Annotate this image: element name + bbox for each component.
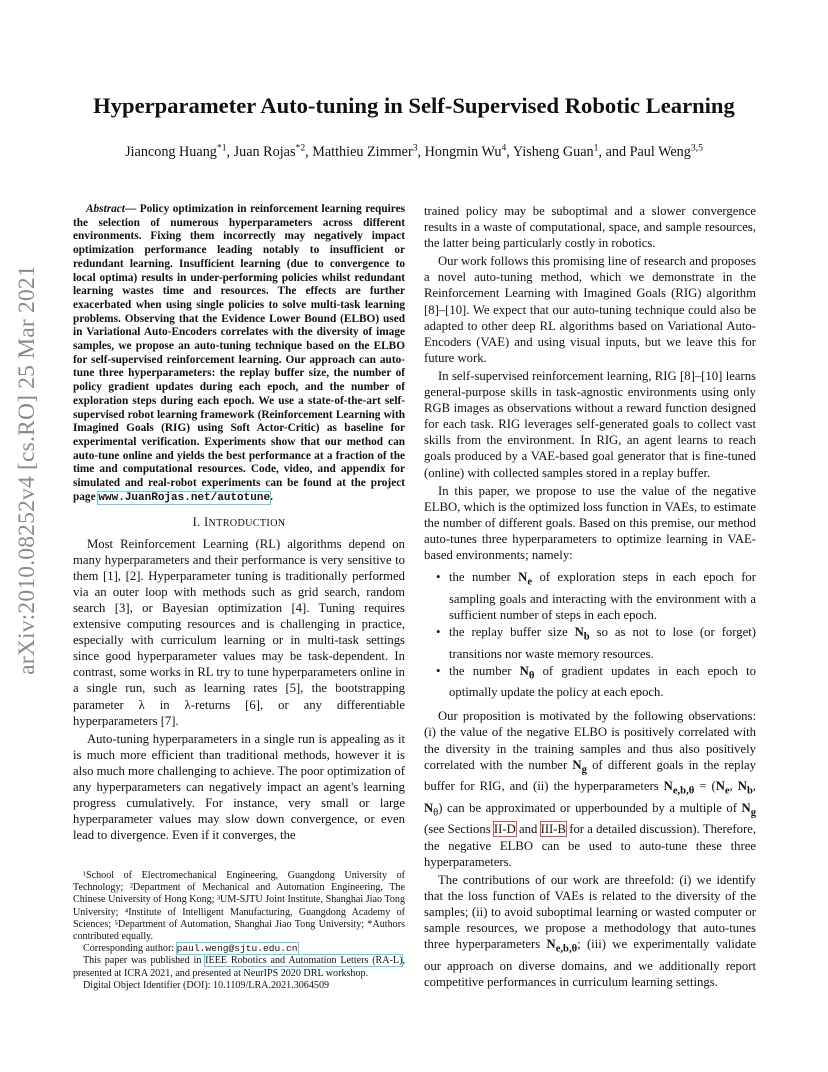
math-symbol: N [737, 779, 747, 794]
math-symbol: N [424, 800, 434, 815]
math-subscript: e [527, 576, 533, 588]
footnotes [73, 870, 405, 992]
published-after: , presented at ICRA 2021, and presented at NeurIPS 2020 DRL workshop. [73, 955, 405, 979]
corresponding-email-link[interactable]: paul.weng@sjtu.edu.cn [176, 943, 298, 955]
proposition-paragraph: Our proposition is motivated by the following observations: (i) the value of the negative ELBO is positively correlated with the diversity in the training samples and thus also positively correlated with the number $N_g$ of different goals in the replay buffer for RIG, and (ii) the hyperparameters $N_{e,b,\theta} = (N_e$, $N_b$, $N_\theta$) can be approximated or upperbounded by a multiple of $N_g$ (see Sections II-D and III-B for a detailed discussion). Therefore, the negative ELBO can be used to auto-tune these three hyperparameters. [424, 709, 757, 869]
abstract-label: Abstract [86, 203, 125, 215]
author-name: Yisheng Guan [512, 144, 594, 160]
math-symbol: N [572, 757, 582, 772]
section-numeral: I. [192, 515, 205, 530]
math-subscript: e [724, 785, 730, 797]
math-subscript: e,b,θ [555, 943, 578, 955]
intro-paragraph-1: Most Reinforcement Learning (RL) algorithms depend on many hyperparameters and their performance is very sensitive to them [1], [2]. Hyperparameter tuning is traditionally performed via an outer loop with methods such as grid search, random search [3], or Bayesian optimization [4]. Tuning requires extensive computing resources and is challenging in practice, especially with curriculum learning or in multi-task settings since good hyperparameter values may be task-dependent. In contrast, some works in RL try to tune hyperparameters online in a single run, such as learning rates [5], the bootstrapping parameter λ in λ-returns [6], or any differentiable hyperparameters [7]. [73, 536, 405, 728]
section-heading-introduction [73, 514, 405, 532]
author-name: Jiancong Huang [125, 144, 217, 160]
math-symbol: N [519, 663, 529, 678]
math-symbol: N [546, 937, 556, 952]
section-ref-link[interactable]: III-B [540, 822, 566, 837]
author-list: Jiancong Huang$^{*1}$, Juan Rojas$^{*2}$, Matthieu Zimmer$^3$, Hongmin Wu$^4$, Yisheng Guan$^1$, and Paul Weng$^{3,5}$ [125, 142, 703, 160]
bullet-pre: the replay buffer size [449, 624, 575, 639]
left-column [73, 203, 405, 845]
project-page-link[interactable]: www.JuanRojas.net/autotune [98, 491, 271, 504]
math-subscript: b [746, 785, 753, 797]
author-affiliation-mark: 3 [412, 142, 418, 154]
author-affiliation-mark: 4 [501, 142, 507, 154]
author-name: Matthieu Zimmer [312, 144, 413, 160]
arxiv-identifier: arXiv:2010.08252v4 [cs.RO] 25 Mar 2021 [14, 265, 40, 675]
journal-link[interactable]: IEEE Robotics and Automation Letters (RA-L) [205, 955, 403, 967]
bullet-post: of gradient updates in each epoch to optimally update the policy at each epoch. [449, 663, 756, 700]
list-item [436, 624, 757, 662]
prop-equals: = ( [694, 779, 716, 794]
list-item [436, 569, 756, 623]
doi-footnote: Digital Object Identifier (DOI): 10.1109/LRA.2021.3064509 [83, 979, 330, 991]
right-paragraph-1: Our work follows this promising line of research and proposes a novel auto-tuning method, which we demonstrate in the Reinforcement Learning with Imagined Goals (RIG) algorithm [8]–[10]. We expect that our auto-tuning technique could also be adapted to other deep RL algorithms based on Variational Auto-Encoders (VAE) and using visual inputs, but we leave this for future work. [424, 254, 756, 365]
corresponding-label: Corresponding author: [83, 943, 177, 955]
right-paragraph-2: In self-supervised reinforcement learning, RIG [8]–[10] learns general-purpose skills in task-agnostic environments using only RGB images as observations without a reward function designed for each task. RIG leverages self-generated goals to collect vast skills from the environment. In RIG, an agent learns to reach goals produced by a VAE-based goal generator that is fine-tuned (online) with collected samples stored in a replay buffer. [424, 368, 756, 480]
right-column [424, 203, 756, 992]
math-subscript: θ [433, 807, 439, 819]
section-initial: I [204, 515, 209, 530]
list-item [436, 663, 756, 701]
abstract-end: . [270, 490, 273, 503]
prop-text-4: (see Sections [424, 822, 494, 837]
intro-paragraph-2: Auto-tuning hyperparameters in a single run is appealing as it is much more efficient than traditional methods, however it is also much more challenging to achieve. The poor optimization of any hyperparameters can negatively impact an agent's learning progress cumulatively. For instance, very small or large hyperparameter values may slow down convergence, or even lead to divergence. Even if it converges, the [73, 731, 405, 843]
bullet-icon: • [436, 624, 441, 639]
bullet-pre: the number [449, 663, 520, 678]
math-symbol: N [715, 779, 725, 794]
paper-title: Hyperparameter Auto-tuning in Self-Supervised Robotic Learning [93, 93, 735, 118]
author-affiliation-mark: 3,5 [690, 142, 703, 154]
author-affiliation-mark: *2 [295, 142, 306, 154]
math-subscript: g [581, 764, 587, 776]
abstract-text: — Policy optimization in reinforcement learning requires the selection of numerous hyperparameters across different environments. Fixing them incorrectly may negatively impact optimization performance leading notably to insufficient or redundant learning. Insufficient learning (due to convergence to local optima) results in under-performing policies whilst redundant learning wastes time and resources. The effects are further exacerbated when using single policies to solve multi-task learning problems. Observing that the Evidence Lower Bound (ELBO) used in Variational Auto-Encoders correlates with the diversity of image samples, we propose an auto-tuning technique based on the ELBO for self-supervised reinforcement learning. Our approach can auto-tune three hyperparameters: the replay buffer size, the number of policy gradient updates during each epoch, and the number of exploration steps during each epoch. We use a state-of-the-art self-supervised robot learning framework (Reinforcement Learning with Imagined Goals (RIG) using Soft Actor-Critic) as baseline for experimental verification. Experiments show that our method can auto-tune online and yields the best performance at a fraction of the time and computational resources. Code, video, and appendix for simulated and real-robot experiments can be found at the project page [73, 203, 405, 503]
hyperparameter-list [424, 569, 756, 700]
bullet-pre: the number [449, 570, 519, 585]
math-subscript: e,b,θ [672, 785, 695, 797]
section-ref-link[interactable]: II-D [493, 822, 516, 837]
prop-text-5: for a detailed discussion). Therefore, the negative ELBO can be used to auto-tune these three hyperparameters. [424, 822, 757, 869]
published-before: This paper was published in [83, 955, 206, 967]
contrib-text-1: The contributions of our work are threefold: (i) we identify that the loss function of VAEs is related to the diversity of the samples; (ii) to avoid suboptimal learning or wasted computer or sample resources, we propose a methodology that auto-tunes three hyperparameters [424, 872, 756, 952]
math-symbol: N [518, 570, 528, 585]
bullet-post: so as not to lose (or forget) transitions nor waste memory resources. [449, 624, 757, 661]
affiliations-footnote: ¹School of Electromechanical Engineering, Guangdong University of Technology; ²Department of Mechanical and Automation Engineering, The Chinese University of Hong Kong; ³UM-SJTU Joint Institute, Shanghai Jiao Tong University; ⁴Institute of Intelligent Manufacturing, Guangdong Academy of Sciences; ⁵Department of Automation, Shanghai Jiao Tong University; *Authors contributed equally. [73, 870, 405, 943]
prop-text-1: Our proposition is motivated by the following observations: (i) the value of the negative ELBO is positively correlated with the diversity in the training samples and thus also positively correlated with the number [424, 709, 756, 772]
continuation-paragraph: trained policy may be suboptimal and a slower convergence results in a waste of computational, space, and sample resources, the latter being particularly costly in robotics. [424, 204, 756, 251]
author-affiliation-mark: 1 [593, 142, 599, 154]
author-name: Juan Rojas [233, 144, 296, 160]
publication-footnote [73, 955, 405, 979]
bullet-icon: • [436, 570, 441, 585]
section-rest: NTRODUCTION [208, 518, 286, 530]
abstract [73, 203, 405, 505]
corresponding-footnote [73, 943, 405, 955]
prop-text-3: ) can be approximated or upperbounded by a multiple of [438, 800, 742, 815]
author-affiliation-mark: *1 [216, 142, 227, 154]
math-symbol: N [574, 624, 584, 639]
bullet-icon: • [436, 663, 441, 678]
prop-and: and [515, 822, 541, 837]
math-subscript: θ [528, 670, 535, 682]
math-symbol: N [663, 779, 673, 794]
prop-text-2: of different goals in the replay buffer for RIG, and (ii) the hyperparameters [424, 757, 756, 794]
contributions-paragraph [424, 872, 756, 990]
right-paragraph-3: In this paper, we propose to use the value of the negative ELBO, which is the optimized loss function in VAEs, to estimate the number of different goals. Based on this premise, our method auto-tunes three hyperparameters to optimize learning in VAE-based environments; namely: [424, 483, 756, 562]
bullet-post: of exploration steps in each epoch for sampling goals and interacting with the environment with a sufficient number of steps in each epoch. [449, 570, 756, 622]
author-name: and Paul Weng [605, 144, 691, 160]
math-subscript: g [750, 807, 756, 819]
math-subscript: b [583, 631, 590, 643]
contrib-text-2: ; (iii) we experimentally validate our approach on diverse domains, and we additionally report competitive performances in curriculum learning settings. [424, 937, 756, 989]
author-name: Hongmin Wu [424, 144, 502, 160]
math-symbol: N [741, 800, 751, 815]
